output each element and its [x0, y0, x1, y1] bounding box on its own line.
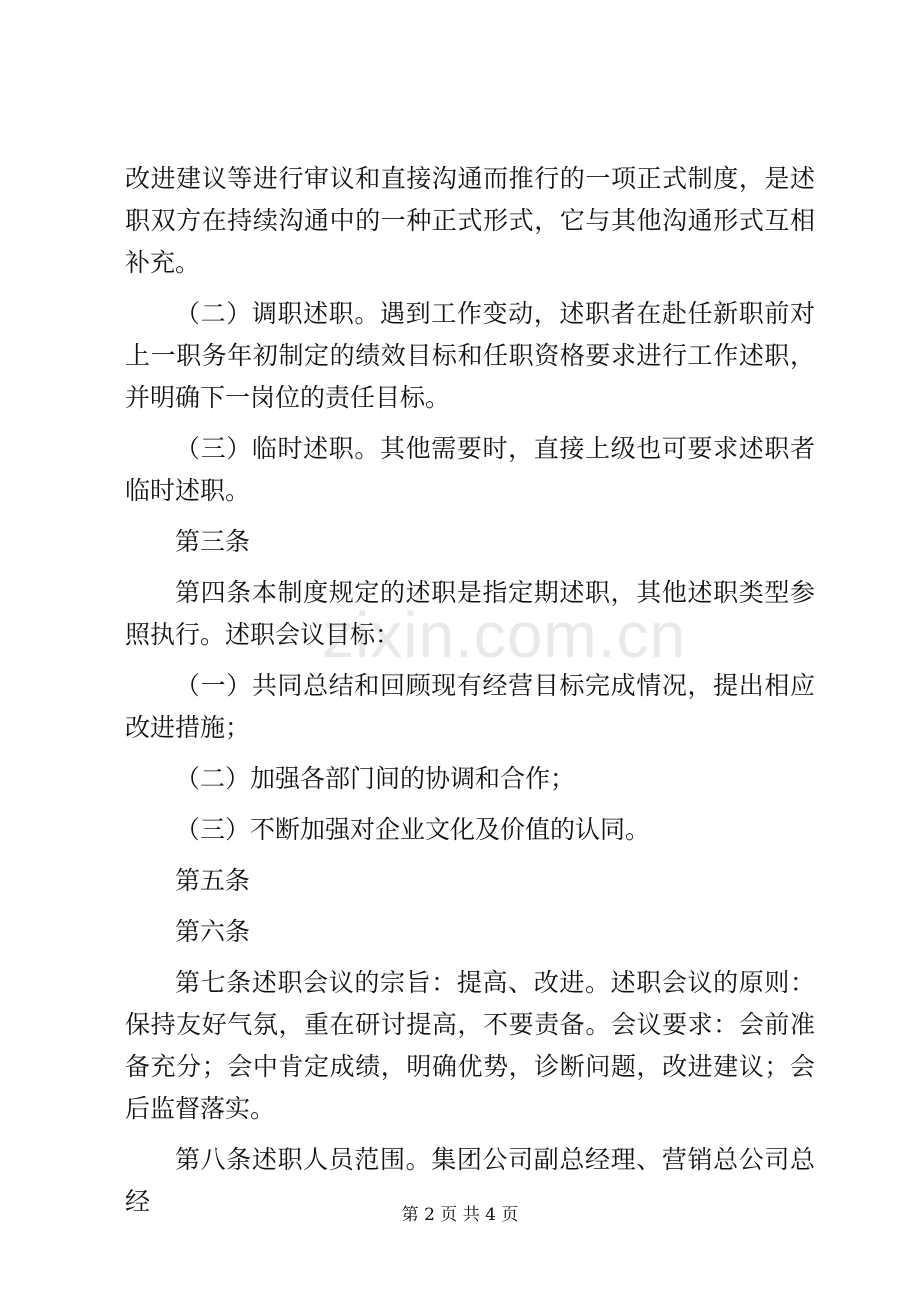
paragraph-7: （二）加强各部门间的协调和合作； — [175, 764, 576, 793]
paragraph-1: 改进建议等进行审议和直接沟通而推行的一项正式制度，是述职双方在持续沟通中的一种正式形式，它与其他沟通形式互相补充。 — [125, 164, 815, 277]
paragraph-10: 第六条 — [175, 917, 251, 946]
paragraph-9: 第五条 — [175, 866, 251, 895]
paragraph-6: （一）共同总结和回顾现有经营目标完成情况，提出相应改进措施； — [125, 671, 815, 742]
paragraph-3: （三）临时述职。其他需要时，直接上级也可要求述职者临时述职。 — [125, 434, 815, 505]
watermark: zixin.com.cn — [322, 599, 687, 671]
paragraph-5: 第四条本制度规定的述职是指定期述职，其他述职类型参照执行。述职会议目标： — [125, 578, 815, 649]
paragraph-11: 第七条述职会议的宗旨：提高、改进。述职会议的原则：保持友好气氛，重在研讨提高，不要责备。会议要求：会前准备充分；会中肯定成绩，明确优势，诊断问题，改进建议；会后监督落实。 — [125, 968, 815, 1123]
paragraph-4: 第三条 — [175, 527, 251, 556]
document-body — [125, 158, 815, 1232]
paragraph-2: （二）调职述职。遇到工作变动，述职者在赴任新职前对上一职务年初制定的绩效目标和任职资格要求进行工作述职，并明确下一岗位的责任目标。 — [125, 299, 815, 412]
page-number-footer: 第 2 页 共 4 页 — [401, 1205, 519, 1225]
paragraph-8: （三）不断加强对企业文化及价值的认同。 — [175, 815, 651, 844]
paragraph-12: 第八条述职人员范围。集团公司副总经理、营销总公司总经 — [125, 1145, 815, 1216]
